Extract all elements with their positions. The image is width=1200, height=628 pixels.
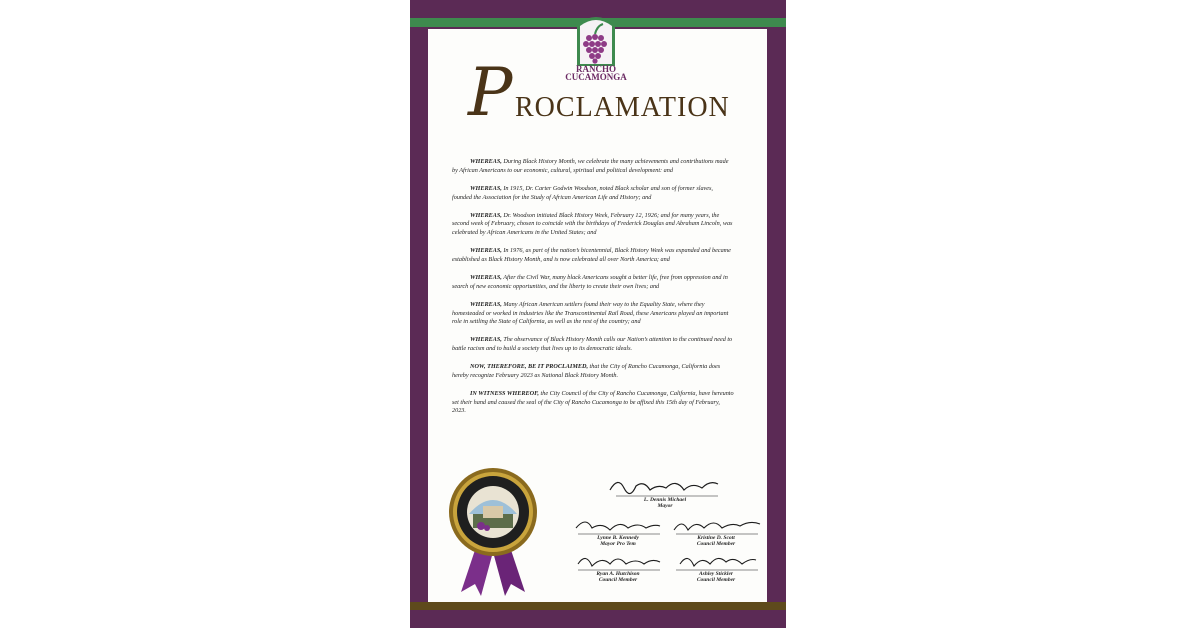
paragraph-lead: WHEREAS, <box>470 300 502 308</box>
paragraph <box>452 158 734 176</box>
signature-block <box>572 550 664 586</box>
proclamation-body <box>452 158 734 425</box>
paragraph <box>452 212 734 238</box>
signature-block <box>606 472 724 512</box>
signer-name: L. Dennis Michael <box>643 497 687 503</box>
signer-role: Council Member <box>598 577 638 583</box>
paragraph-lead: WHEREAS, <box>470 158 502 165</box>
paragraph <box>452 185 734 203</box>
paragraph-lead: WHEREAS, <box>470 184 502 192</box>
page-title: ROCLAMATION <box>515 92 730 123</box>
signer-role: Mayor <box>657 503 673 509</box>
grapes-icon <box>573 14 619 66</box>
paragraph-text: During Black History Month, we celebrate the many achievements and contributions made by African Americans to our economic, cultural, spiritual and political development: and <box>452 158 729 174</box>
paragraph <box>452 336 734 354</box>
signature-block <box>670 514 762 550</box>
paragraph-text: In 1976, as part of the nation’s bicentennial, Black History Week was expanded and became established as Black History Month, and is now celebrated all over North America; and <box>452 247 731 263</box>
signer-role: Mayor Pro Tem <box>600 541 636 547</box>
logo-line-2: CUCAMONGA <box>565 72 627 82</box>
logo-line-1: RANCHO <box>576 64 616 74</box>
paragraph-text: After the Civil War, many black Americans sought a better life, free from oppression and in search of new economic opportunities, and the liberty to create their own lives; and <box>452 273 728 290</box>
paragraph-text: The observance of Black History Month calls our Nation’s attention to the continued need to battle racism and to build a society that lives up to its democratic ideals. <box>452 336 733 353</box>
signer-role: Council Member <box>696 577 736 583</box>
signer-name: Kristine D. Scott <box>697 535 735 541</box>
bottom-gold-band <box>410 602 786 610</box>
signature-block <box>572 514 664 550</box>
paragraph-text: Many African American settlers found their way to the Equality State, where they homesteaded or worked in industries like the Transcontinental Rail Road, these Americans played an important role in settling the State of California, as well as the rest of the country; and <box>452 300 729 326</box>
paragraph-lead: WHEREAS, <box>470 247 502 255</box>
signer-name: Ryan A. Hutchison <box>596 571 640 577</box>
title-initial: P <box>468 54 513 131</box>
paragraph-lead: WHEREAS, <box>470 273 502 281</box>
city-seal-icon <box>447 466 539 598</box>
paragraph-text: Dr. Woodson initiated Black History Week, February 12, 1926; and for many years, the second week of February, chosen to coincide with the birthdays of Frederick Douglas and Abraham Lincoln, was celebrated by African Americans in the United States; and <box>452 211 733 237</box>
paragraph-text: that the City of Rancho Cucamonga, California does hereby recognize February 2023 as National Black History Month. <box>452 363 721 379</box>
signer-name: Ashley Stickler <box>698 571 734 577</box>
paragraph <box>452 274 734 292</box>
paragraph <box>452 363 734 381</box>
paragraph-lead: NOW, THEREFORE, BE IT PROCLAIMED, <box>470 363 588 371</box>
paragraph <box>452 390 734 416</box>
paragraph <box>452 247 734 265</box>
signature-block <box>670 550 762 586</box>
paragraph-lead: WHEREAS, <box>470 211 502 219</box>
signature-icon <box>606 472 724 500</box>
paragraph-text: the City Council of the City of Rancho Cucamonga, California, have hereunto set their hand and caused the seal of the City of Rancho Cucamonga to be affixed this 15th day of February, 2023. <box>452 389 734 415</box>
signer-role: Council Member <box>696 541 736 547</box>
paragraph-lead: WHEREAS, <box>470 336 502 344</box>
signer-name: Lynne B. Kennedy <box>597 535 639 541</box>
paragraph-lead: IN WITNESS WHEREOF, <box>470 389 539 397</box>
paragraph-text: In 1915, Dr. Carter Godwin Woodson, noted Black scholar and son of former slaves, founded the Association for the Study of African American Life and History; and <box>452 184 713 201</box>
paragraph <box>452 301 734 327</box>
